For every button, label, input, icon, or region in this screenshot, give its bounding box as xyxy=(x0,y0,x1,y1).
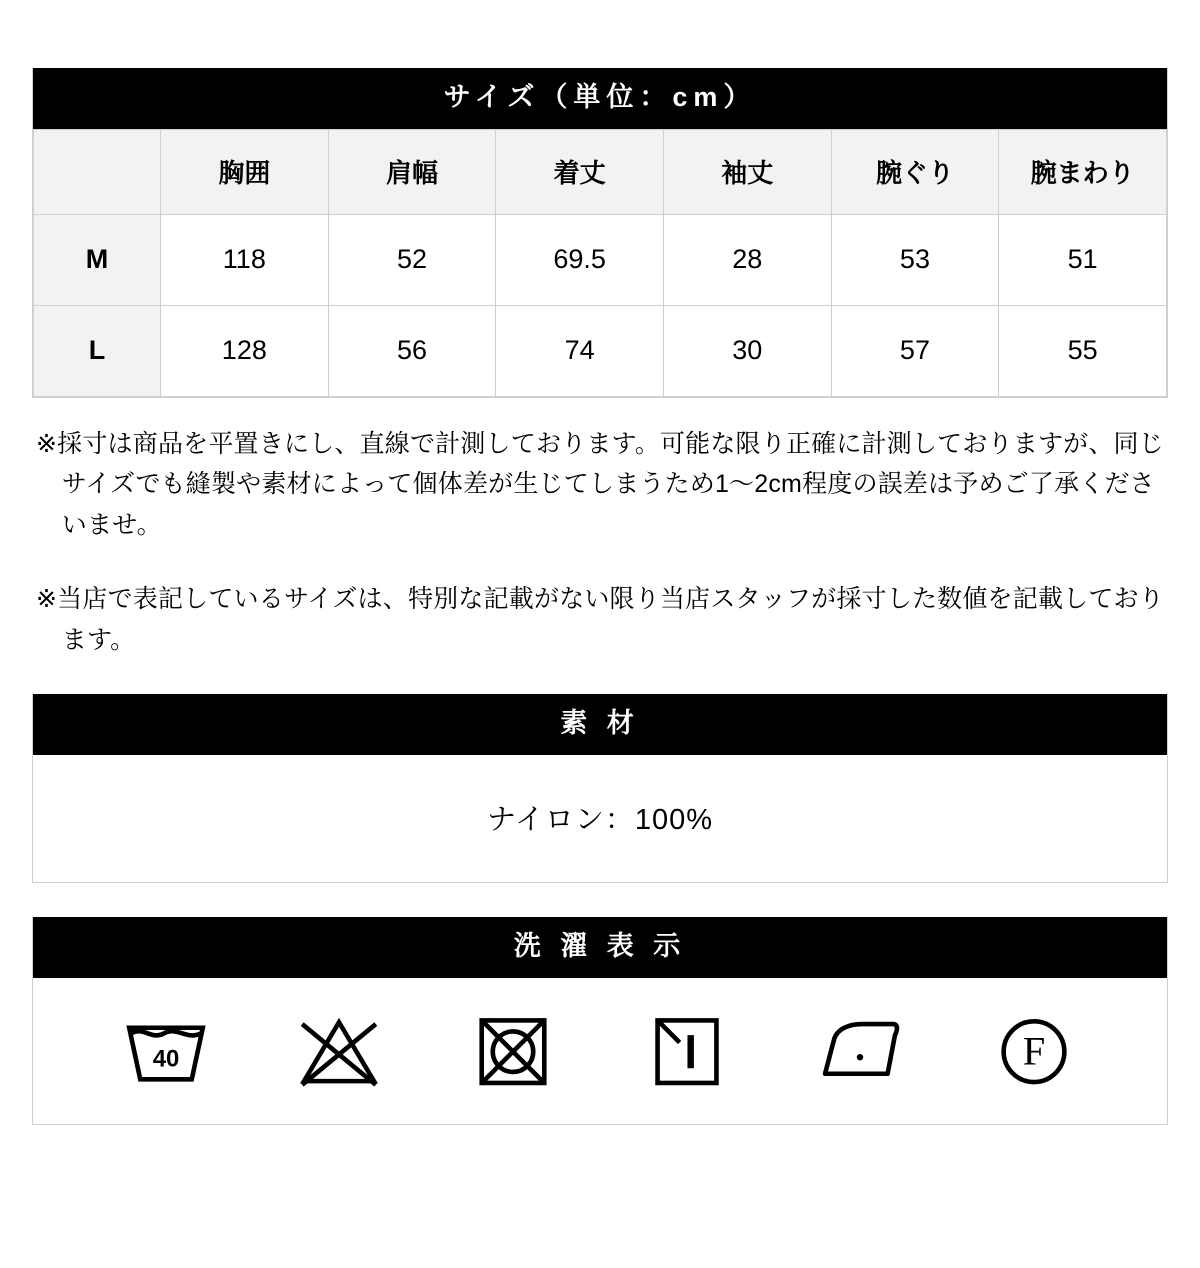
svg-text:F: F xyxy=(1022,1028,1046,1074)
size-table-body xyxy=(34,214,1167,396)
table-header-row xyxy=(34,129,1167,214)
wash-care-section-title: 洗 濯 表 示 xyxy=(33,917,1167,978)
cell-l-length: 74 xyxy=(496,305,664,396)
cell-l-armhole: 57 xyxy=(831,305,999,396)
column-header-bust: 胸囲 xyxy=(161,129,329,214)
cell-l-arm-circumference: 55 xyxy=(999,305,1167,396)
no-bleach-icon xyxy=(293,1002,385,1094)
iron-low-icon xyxy=(814,1002,906,1094)
no-tumble-dry-icon xyxy=(467,1002,559,1094)
notes-section xyxy=(36,424,1164,661)
drip-dry-in-shade-icon xyxy=(641,1002,733,1094)
cell-m-sleeve: 28 xyxy=(663,214,831,305)
table-row xyxy=(34,214,1167,305)
dry-clean-petroleum-f-icon xyxy=(988,1002,1080,1094)
row-label-m: M xyxy=(34,214,161,305)
note-measurement: ※採寸は商品を平置きにし、直線で計測しております。可能な限り正確に計測しておりますが、同じサイズでも縫製や素材によって個体差が生じてしまうため1〜2cm程度の誤差は予めご了承くださいませ。 xyxy=(36,429,1164,539)
cell-m-shoulder: 52 xyxy=(328,214,496,305)
material-value: ナイロン：100% xyxy=(33,755,1167,882)
wash-care-section xyxy=(32,917,1168,1125)
size-table-corner xyxy=(34,129,161,214)
washing-machine-40-icon xyxy=(120,1002,212,1094)
cell-l-shoulder: 56 xyxy=(328,305,496,396)
cell-m-arm-circumference: 51 xyxy=(999,214,1167,305)
table-row xyxy=(34,305,1167,396)
size-table xyxy=(33,129,1167,397)
material-section xyxy=(32,694,1168,883)
column-header-shoulder: 肩幅 xyxy=(328,129,496,214)
cell-l-bust: 128 xyxy=(161,305,329,396)
column-header-sleeve: 袖丈 xyxy=(663,129,831,214)
column-header-arm-circumference: 腕まわり xyxy=(999,129,1167,214)
cell-m-length: 69.5 xyxy=(496,214,664,305)
cell-l-sleeve: 30 xyxy=(663,305,831,396)
size-section xyxy=(32,68,1168,398)
cell-m-bust: 118 xyxy=(161,214,329,305)
column-header-length: 着丈 xyxy=(496,129,664,214)
wash-care-icon-row xyxy=(33,978,1167,1124)
cell-m-armhole: 53 xyxy=(831,214,999,305)
svg-text:40: 40 xyxy=(152,1044,180,1072)
size-spec-page xyxy=(0,68,1200,1268)
note-staff-measured: ※当店で表記しているサイズは、特別な記載がない限り当店スタッフが採寸した数値を記載しております。 xyxy=(36,585,1164,654)
size-table-head xyxy=(34,129,1167,214)
column-header-armhole: 腕ぐり xyxy=(831,129,999,214)
row-label-l: L xyxy=(34,305,161,396)
size-section-title: サイズ（単位：cm） xyxy=(33,68,1167,129)
material-section-title: 素 材 xyxy=(33,694,1167,755)
